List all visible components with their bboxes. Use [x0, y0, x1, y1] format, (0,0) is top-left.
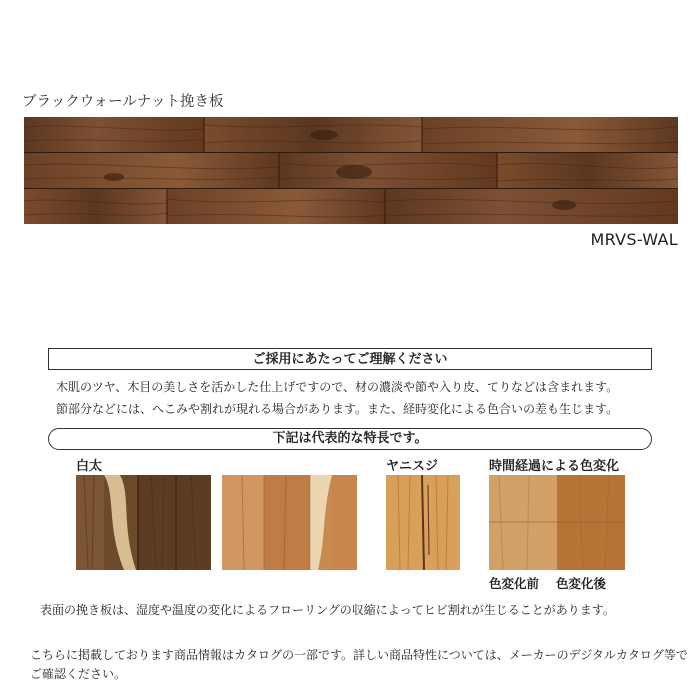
- sapwood-label: 白太: [76, 459, 103, 474]
- footnote: 表面の挽き板は、湿度や温度の変化によるフローリングの収縮によってヒビ割れが生じることがあります。: [40, 603, 615, 617]
- resin-label: ヤニスジ: [386, 459, 439, 474]
- notice-line-2: 節部分などには、へこみや割れが現れる場合があります。また、経時変化による色合いの差も生じます。: [56, 402, 619, 416]
- walnut-planks: [24, 117, 678, 224]
- disclaimer: こちらに掲載しております商品情報はカタログの一部です。詳しい商品特性については、メーカーのデジタルカタログ等でご確認ください。: [30, 648, 688, 681]
- resin-streak-photo: [386, 475, 460, 570]
- features-heading: 下記は代表的な特長です。: [48, 428, 652, 450]
- product-title: ブラックウォールナット挽き板: [22, 94, 224, 110]
- before-label: 色変化前: [489, 576, 540, 591]
- color-change-photo: [489, 475, 625, 570]
- notice-line-1: 木肌のツヤ、木目の美しさを活かした仕上げですので、材の濃淡や節や入り皮、てりなどは含まれます。: [56, 380, 619, 394]
- after-label: 色変化後: [556, 576, 607, 591]
- flooring-sample-image: [24, 117, 678, 224]
- sapwood-photo-1: [76, 475, 211, 570]
- notice-heading: ご採用にあたってご理解ください: [48, 348, 652, 370]
- color-change-label: 時間経過による色変化: [489, 459, 620, 474]
- product-code: MRVS-WAL: [590, 230, 678, 249]
- sapwood-photo-2: [222, 475, 357, 570]
